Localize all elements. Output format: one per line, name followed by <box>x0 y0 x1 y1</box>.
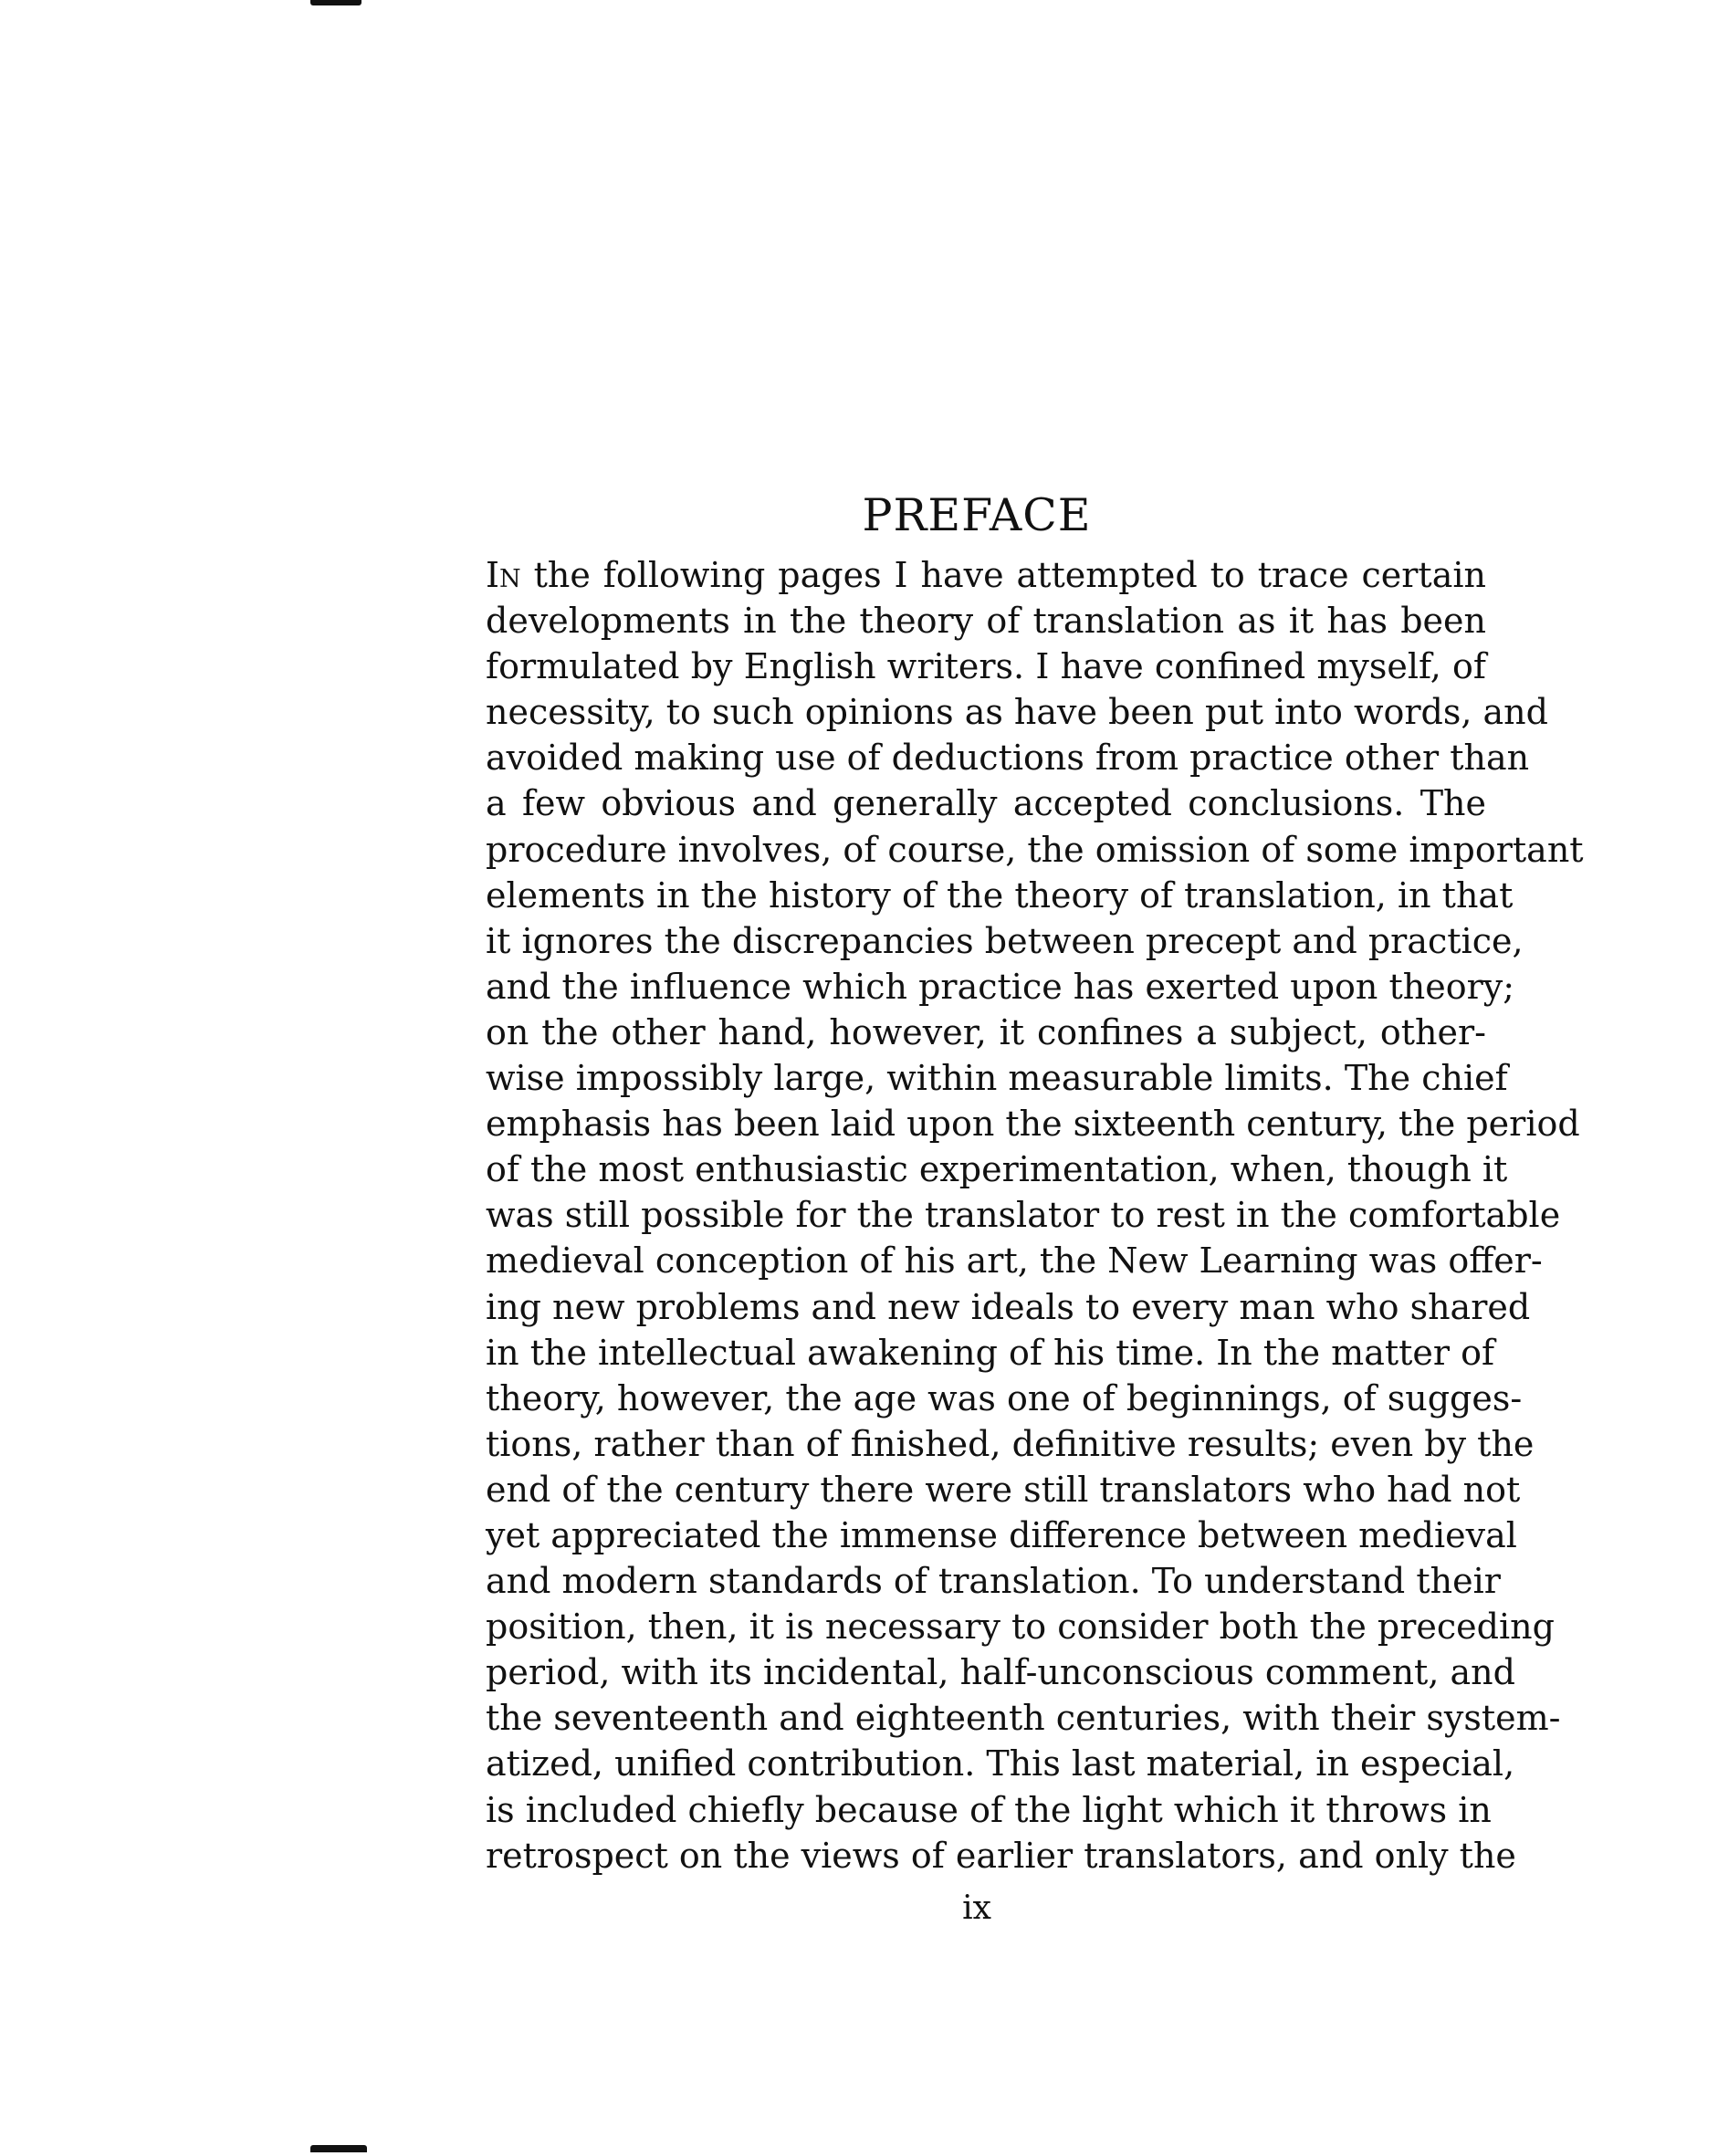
text-line: formulated by English writers. I have confined myself, of <box>486 646 1486 687</box>
text-line: wise impossibly large, within measurable limits. The chief <box>486 1058 1508 1099</box>
text-line: avoided making use of deductions from practice other than <box>486 738 1530 779</box>
text-line: and the influence which practice has exerted upon theory; <box>486 966 1515 1007</box>
text-line: atized, unified contribution. This last material, in especial, <box>486 1743 1515 1784</box>
text-line: was still possible for the translator to rest in the comfortable <box>486 1195 1561 1236</box>
text-line: elements in the history of the theory of translation, in that <box>486 874 1514 916</box>
opening-word: In <box>486 555 521 595</box>
text-line: it ignores the discrepancies between precept and practice, <box>486 920 1524 961</box>
text-line: on the other hand, however, it confines a subject, other- <box>486 1011 1486 1052</box>
text-line: tions, rather than of finished, definitive results; even by the <box>486 1423 1535 1464</box>
text-line: end of the century there were still translators who had not <box>486 1469 1521 1510</box>
text-line: and modern standards of translation. To understand their <box>486 1561 1501 1602</box>
page-number: ix <box>962 1889 991 1927</box>
text-line <box>486 552 1486 598</box>
text-line-content: the following pages I have attempted to trace certain <box>520 555 1486 595</box>
text-line: emphasis has been laid upon the sixteenth century, the period <box>486 1104 1580 1145</box>
text-line: the seventeenth and eighteenth centuries, with their system- <box>486 1698 1561 1739</box>
text-line: ing new problems and new ideals to every man who shared <box>486 1286 1531 1327</box>
text-line: developments in the theory of translation as it has been <box>486 601 1486 642</box>
scan-edge-mark-bottom <box>310 2145 367 2152</box>
text-line: of the most enthusiastic experimentation, when, though it <box>486 1149 1508 1190</box>
text-line: is included chiefly because of the light which it throws in <box>486 1789 1492 1830</box>
text-line: position, then, it is necessary to consider both the preceding <box>486 1607 1555 1648</box>
text-line: medieval conception of his art, the New Learning was offer- <box>486 1240 1543 1282</box>
text-line: a few obvious and generally accepted conclusions. The <box>486 783 1486 824</box>
text-line: in the intellectual awakening of his time. In the matter of <box>486 1332 1495 1373</box>
text-line: theory, however, the age was one of beginnings, of sugges- <box>486 1377 1523 1418</box>
text-line: procedure involves, of course, the omission of some important <box>486 829 1584 870</box>
scan-edge-mark-top <box>310 0 361 5</box>
text-line: period, with its incidental, half-unconscious comment, and <box>486 1652 1515 1693</box>
text-line: necessity, to such opinions as have been put into words, and <box>486 692 1548 733</box>
page-title: PREFACE <box>862 488 1092 541</box>
text-line: retrospect on the views of earlier translators, and only the <box>486 1835 1516 1876</box>
text-line: yet appreciated the immense difference between medieval <box>486 1514 1517 1555</box>
preface-paragraph <box>486 552 1584 1879</box>
